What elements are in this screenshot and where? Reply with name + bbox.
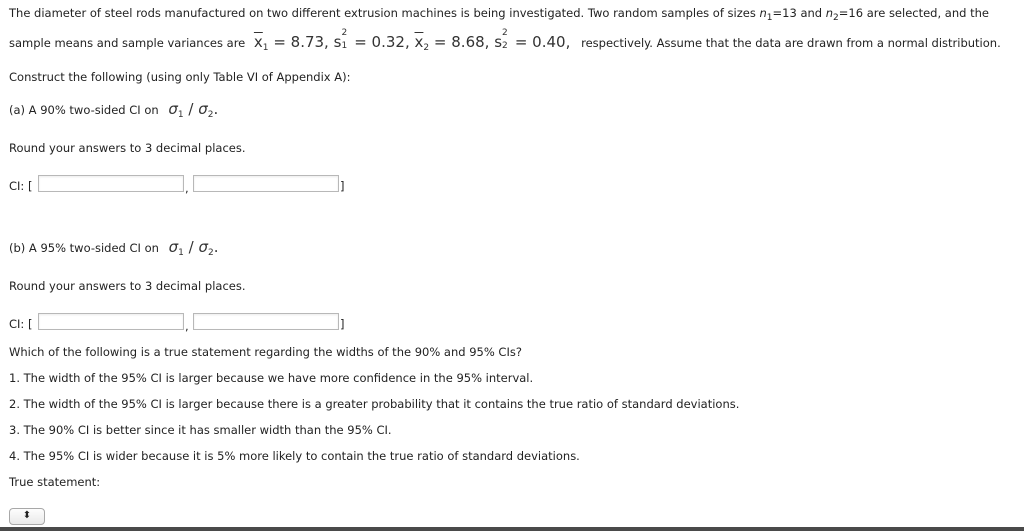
select-arrows-icon: ⬍ <box>22 510 32 521</box>
part-b-heading <box>9 238 218 258</box>
s2-sup: 2 <box>502 28 508 38</box>
s1-sub: 1 <box>341 41 348 51</box>
part-c-question: Which of the following is a true statement regarding the widths of the 90% and 95% CIs? <box>9 345 522 359</box>
period: . <box>213 100 219 118</box>
true-statement-label: True statement: <box>9 475 101 489</box>
s2-value: = 0.40, <box>514 33 571 51</box>
x2-sub: 2 <box>423 43 430 53</box>
part-b-upper-input[interactable] <box>193 313 339 330</box>
x2-value: = 8.68, <box>433 33 490 51</box>
n2-symbol: n <box>825 6 834 20</box>
option-1: 1. The width of the 95% CI is larger because we have more confidence in the 95% interval. <box>9 371 534 385</box>
sigma2-sub: 2 <box>207 110 214 120</box>
part-a-lower-input[interactable] <box>38 175 184 192</box>
part-a-ci-label: CI: [ <box>9 179 33 193</box>
n1-value: =13 and <box>772 6 823 20</box>
problem-line-1 <box>9 6 989 23</box>
construct-instruction: Construct the following (using only Table VI of Appendix A): <box>9 70 351 84</box>
part-b-ratio <box>169 238 219 256</box>
option-3: 3. The 90% CI is better since it has smaller width than the 95% CI. <box>9 423 392 437</box>
s1-sup: 2 <box>341 28 348 38</box>
sample-stats <box>253 28 575 53</box>
x1-value: = 8.73, <box>273 33 329 51</box>
part-a-ratio <box>168 100 218 118</box>
s2-symbol: s <box>494 33 503 51</box>
part-a-round-instruction: Round your answers to 3 decimal places. <box>9 141 246 155</box>
sigma2-symbol: σ <box>198 100 208 118</box>
option-4: 4. The 95% CI is wider because it is 5% more likely to contain the true ratio of standard deviations. <box>9 449 580 463</box>
problem-line2-suffix: respectively. Assume that the data are drawn from a normal distribution. <box>581 36 1001 50</box>
n1-symbol: n <box>759 6 767 20</box>
part-b-close-bracket: ] <box>340 317 345 331</box>
part-b-round-instruction: Round your answers to 3 decimal places. <box>9 279 246 293</box>
sigma1-sub: 1 <box>178 248 184 258</box>
n2-value: =16 are selected, and the <box>838 6 989 20</box>
problem-text: The diameter of steel rods manufactured on two different extrusion machines is being investigated. Two random samples of sizes <box>9 6 756 20</box>
sigma1-symbol: σ <box>168 238 179 256</box>
part-b-ci-label: CI: [ <box>9 317 33 331</box>
part-a-comma: , <box>185 181 189 195</box>
part-a-upper-input[interactable] <box>193 175 339 192</box>
bottom-divider <box>0 527 1024 531</box>
part-a-heading <box>9 100 218 120</box>
s1-value: = 0.32, <box>354 33 410 51</box>
sigma2-sub: 2 <box>207 248 214 258</box>
part-a-close-bracket: ] <box>340 179 345 193</box>
problem-line2-prefix: sample means and sample variances are <box>9 36 246 50</box>
ratio-slash: / <box>188 238 194 256</box>
x2-symbol: $\overline{x}$ <box>414 33 424 51</box>
part-b-label: (b) A 95% two-sided CI on <box>9 241 159 255</box>
part-b-lower-input[interactable] <box>38 313 184 330</box>
part-a-label: (a) A 90% two-sided CI on <box>9 103 159 117</box>
period: . <box>213 238 219 256</box>
x1-sub: 1 <box>262 43 269 53</box>
ratio-slash: / <box>188 100 194 118</box>
s2-sub: 2 <box>502 41 508 51</box>
sigma1-symbol: σ <box>168 100 178 118</box>
part-b-comma: , <box>185 319 189 333</box>
n1-sub: 1 <box>766 13 773 23</box>
problem-line-2 <box>9 28 1001 53</box>
x1-symbol: $\overline{x}$ <box>253 33 263 51</box>
sigma1-sub: 1 <box>177 110 184 120</box>
n2-sub: 2 <box>833 13 839 23</box>
sigma2-symbol: σ <box>198 238 208 256</box>
true-statement-select[interactable] <box>9 508 45 525</box>
option-2: 2. The width of the 95% CI is larger because there is a greater probability that it contains the true ratio of standard deviations. <box>9 397 740 411</box>
s1-symbol: s <box>333 33 342 51</box>
